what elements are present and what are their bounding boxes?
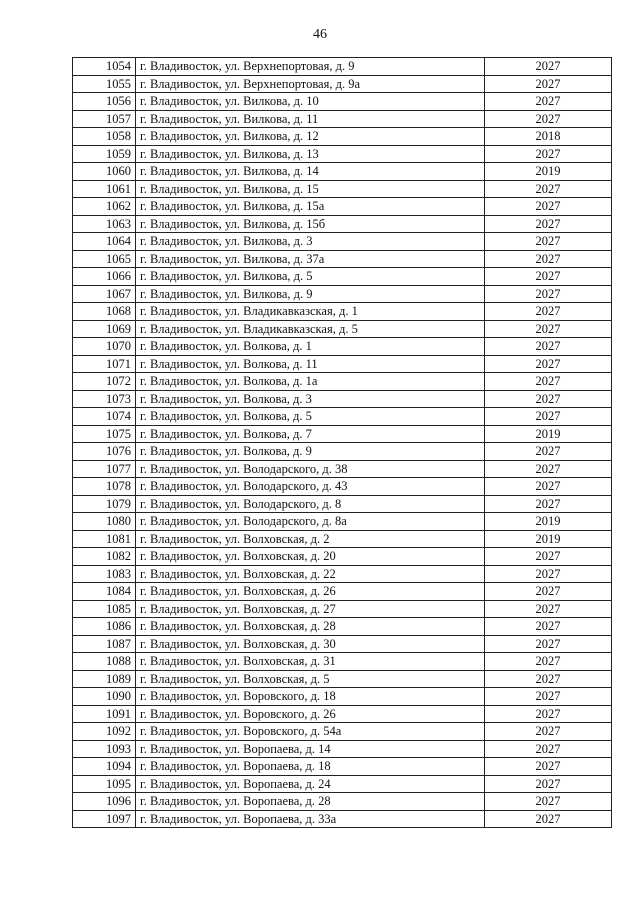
table-row <box>73 215 612 233</box>
year-cell: 2027 <box>485 723 612 741</box>
year-cell: 2027 <box>485 653 612 671</box>
address-cell: г. Владивосток, ул. Володарского, д. 8а <box>136 513 485 531</box>
row-number-cell: 1081 <box>73 530 136 548</box>
address-cell: г. Владивосток, ул. Владикавказская, д. 5 <box>136 320 485 338</box>
address-cell: г. Владивосток, ул. Воровского, д. 26 <box>136 705 485 723</box>
year-cell: 2027 <box>485 373 612 391</box>
address-cell: г. Владивосток, ул. Воровского, д. 18 <box>136 688 485 706</box>
address-cell: г. Владивосток, ул. Воровского, д. 54а <box>136 723 485 741</box>
address-cell: г. Владивосток, ул. Вилкова, д. 15б <box>136 215 485 233</box>
year-cell: 2027 <box>485 75 612 93</box>
address-cell: г. Владивосток, ул. Волховская, д. 27 <box>136 600 485 618</box>
address-cell: г. Владивосток, ул. Волховская, д. 2 <box>136 530 485 548</box>
row-number-cell: 1071 <box>73 355 136 373</box>
year-cell: 2027 <box>485 58 612 76</box>
table-row <box>73 705 612 723</box>
row-number-cell: 1063 <box>73 215 136 233</box>
address-cell: г. Владивосток, ул. Вилкова, д. 13 <box>136 145 485 163</box>
year-cell: 2027 <box>485 635 612 653</box>
address-cell: г. Владивосток, ул. Волховская, д. 30 <box>136 635 485 653</box>
address-cell: г. Владивосток, ул. Волкова, д. 5 <box>136 408 485 426</box>
row-number-cell: 1084 <box>73 583 136 601</box>
page-number: 46 <box>313 27 327 42</box>
address-cell: г. Владивосток, ул. Волкова, д. 1 <box>136 338 485 356</box>
table-row <box>73 443 612 461</box>
address-cell: г. Владивосток, ул. Волховская, д. 20 <box>136 548 485 566</box>
year-cell: 2027 <box>485 93 612 111</box>
table-row <box>73 198 612 216</box>
address-cell: г. Владивосток, ул. Волховская, д. 31 <box>136 653 485 671</box>
table-row <box>73 425 612 443</box>
year-cell: 2027 <box>485 338 612 356</box>
year-cell: 2027 <box>485 110 612 128</box>
table-row <box>73 460 612 478</box>
address-cell: г. Владивосток, ул. Вилкова, д. 10 <box>136 93 485 111</box>
address-cell: г. Владивосток, ул. Волкова, д. 9 <box>136 443 485 461</box>
table-row <box>73 688 612 706</box>
table-row <box>73 355 612 373</box>
table-row <box>73 320 612 338</box>
year-cell: 2027 <box>485 320 612 338</box>
row-number-cell: 1055 <box>73 75 136 93</box>
address-cell: г. Владивосток, ул. Воропаева, д. 18 <box>136 758 485 776</box>
row-number-cell: 1056 <box>73 93 136 111</box>
address-cell: г. Владивосток, ул. Вилкова, д. 11 <box>136 110 485 128</box>
row-number-cell: 1086 <box>73 618 136 636</box>
address-cell: г. Владивосток, ул. Воропаева, д. 14 <box>136 740 485 758</box>
table-row <box>73 110 612 128</box>
year-cell: 2019 <box>485 425 612 443</box>
year-cell: 2027 <box>485 565 612 583</box>
row-number-cell: 1080 <box>73 513 136 531</box>
row-number-cell: 1077 <box>73 460 136 478</box>
row-number-cell: 1089 <box>73 670 136 688</box>
row-number-cell: 1083 <box>73 565 136 583</box>
row-number-cell: 1067 <box>73 285 136 303</box>
row-number-cell: 1076 <box>73 443 136 461</box>
year-cell: 2027 <box>485 268 612 286</box>
row-number-cell: 1074 <box>73 408 136 426</box>
table-row <box>73 810 612 828</box>
year-cell: 2027 <box>485 180 612 198</box>
table-row <box>73 670 612 688</box>
row-number-cell: 1078 <box>73 478 136 496</box>
year-cell: 2019 <box>485 530 612 548</box>
year-cell: 2027 <box>485 478 612 496</box>
address-cell: г. Владивосток, ул. Волховская, д. 26 <box>136 583 485 601</box>
table-row <box>73 390 612 408</box>
address-table <box>72 57 612 828</box>
year-cell: 2027 <box>485 250 612 268</box>
table-row <box>73 653 612 671</box>
row-number-cell: 1087 <box>73 635 136 653</box>
year-cell: 2027 <box>485 145 612 163</box>
row-number-cell: 1066 <box>73 268 136 286</box>
address-cell: г. Владивосток, ул. Волкова, д. 7 <box>136 425 485 443</box>
address-cell: г. Владивосток, ул. Вилкова, д. 5 <box>136 268 485 286</box>
year-cell: 2027 <box>485 688 612 706</box>
address-cell: г. Владивосток, ул. Волкова, д. 1а <box>136 373 485 391</box>
row-number-cell: 1090 <box>73 688 136 706</box>
address-cell: г. Владивосток, ул. Вилкова, д. 3 <box>136 233 485 251</box>
year-cell: 2027 <box>485 600 612 618</box>
table-row <box>73 338 612 356</box>
year-cell: 2027 <box>485 740 612 758</box>
row-number-cell: 1079 <box>73 495 136 513</box>
row-number-cell: 1096 <box>73 793 136 811</box>
row-number-cell: 1059 <box>73 145 136 163</box>
address-cell: г. Владивосток, ул. Вилкова, д. 37а <box>136 250 485 268</box>
table-row <box>73 128 612 146</box>
address-cell: г. Владивосток, ул. Вилкова, д. 15а <box>136 198 485 216</box>
row-number-cell: 1065 <box>73 250 136 268</box>
row-number-cell: 1094 <box>73 758 136 776</box>
row-number-cell: 1088 <box>73 653 136 671</box>
year-cell: 2027 <box>485 670 612 688</box>
year-cell: 2019 <box>485 513 612 531</box>
year-cell: 2027 <box>485 793 612 811</box>
row-number-cell: 1064 <box>73 233 136 251</box>
row-number-cell: 1062 <box>73 198 136 216</box>
row-number-cell: 1061 <box>73 180 136 198</box>
table-row <box>73 530 612 548</box>
table-body <box>73 58 612 828</box>
year-cell: 2027 <box>485 583 612 601</box>
row-number-cell: 1072 <box>73 373 136 391</box>
row-number-cell: 1070 <box>73 338 136 356</box>
table-row <box>73 163 612 181</box>
address-cell: г. Владивосток, ул. Волховская, д. 22 <box>136 565 485 583</box>
address-cell: г. Владивосток, ул. Воропаева, д. 28 <box>136 793 485 811</box>
table-row <box>73 793 612 811</box>
address-cell: г. Владивосток, ул. Володарского, д. 43 <box>136 478 485 496</box>
row-number-cell: 1073 <box>73 390 136 408</box>
address-cell: г. Владивосток, ул. Вилкова, д. 9 <box>136 285 485 303</box>
row-number-cell: 1093 <box>73 740 136 758</box>
table-row <box>73 600 612 618</box>
row-number-cell: 1069 <box>73 320 136 338</box>
year-cell: 2027 <box>485 810 612 828</box>
year-cell: 2027 <box>485 618 612 636</box>
table-row <box>73 250 612 268</box>
table-row <box>73 145 612 163</box>
table-row <box>73 583 612 601</box>
row-number-cell: 1075 <box>73 425 136 443</box>
table-row <box>73 233 612 251</box>
row-number-cell: 1057 <box>73 110 136 128</box>
year-cell: 2027 <box>485 303 612 321</box>
year-cell: 2027 <box>485 408 612 426</box>
table-row <box>73 775 612 793</box>
address-cell: г. Владивосток, ул. Володарского, д. 8 <box>136 495 485 513</box>
year-cell: 2018 <box>485 128 612 146</box>
year-cell: 2027 <box>485 705 612 723</box>
table-row <box>73 478 612 496</box>
year-cell: 2027 <box>485 443 612 461</box>
table-row <box>73 565 612 583</box>
table-row <box>73 548 612 566</box>
row-number-cell: 1054 <box>73 58 136 76</box>
address-cell: г. Владивосток, ул. Вилкова, д. 14 <box>136 163 485 181</box>
row-number-cell: 1060 <box>73 163 136 181</box>
table-row <box>73 93 612 111</box>
row-number-cell: 1091 <box>73 705 136 723</box>
address-cell: г. Владивосток, ул. Воропаева, д. 33а <box>136 810 485 828</box>
row-number-cell: 1097 <box>73 810 136 828</box>
year-cell: 2027 <box>485 233 612 251</box>
row-number-cell: 1085 <box>73 600 136 618</box>
address-cell: г. Владивосток, ул. Волкова, д. 3 <box>136 390 485 408</box>
address-cell: г. Владивосток, ул. Волховская, д. 28 <box>136 618 485 636</box>
year-cell: 2027 <box>485 460 612 478</box>
address-cell: г. Владивосток, ул. Вилкова, д. 12 <box>136 128 485 146</box>
table-row <box>73 180 612 198</box>
year-cell: 2027 <box>485 775 612 793</box>
table-row <box>73 268 612 286</box>
address-cell: г. Владивосток, ул. Владикавказская, д. 1 <box>136 303 485 321</box>
table-row <box>73 618 612 636</box>
table-row <box>73 303 612 321</box>
table-row <box>73 285 612 303</box>
row-number-cell: 1095 <box>73 775 136 793</box>
year-cell: 2027 <box>485 215 612 233</box>
address-cell: г. Владивосток, ул. Волховская, д. 5 <box>136 670 485 688</box>
address-cell: г. Владивосток, ул. Володарского, д. 38 <box>136 460 485 478</box>
table-row <box>73 373 612 391</box>
address-cell: г. Владивосток, ул. Волкова, д. 11 <box>136 355 485 373</box>
year-cell: 2027 <box>485 390 612 408</box>
table-row <box>73 723 612 741</box>
year-cell: 2019 <box>485 163 612 181</box>
table-row <box>73 513 612 531</box>
table-row <box>73 758 612 776</box>
table-row <box>73 635 612 653</box>
year-cell: 2027 <box>485 355 612 373</box>
table-row <box>73 495 612 513</box>
table-row <box>73 408 612 426</box>
address-cell: г. Владивосток, ул. Верхнепортовая, д. 9а <box>136 75 485 93</box>
year-cell: 2027 <box>485 758 612 776</box>
row-number-cell: 1058 <box>73 128 136 146</box>
address-cell: г. Владивосток, ул. Вилкова, д. 15 <box>136 180 485 198</box>
table-row <box>73 58 612 76</box>
year-cell: 2027 <box>485 495 612 513</box>
address-cell: г. Владивосток, ул. Верхнепортовая, д. 9 <box>136 58 485 76</box>
year-cell: 2027 <box>485 198 612 216</box>
row-number-cell: 1082 <box>73 548 136 566</box>
address-cell: г. Владивосток, ул. Воропаева, д. 24 <box>136 775 485 793</box>
year-cell: 2027 <box>485 548 612 566</box>
table-row <box>73 75 612 93</box>
row-number-cell: 1092 <box>73 723 136 741</box>
table-row <box>73 740 612 758</box>
row-number-cell: 1068 <box>73 303 136 321</box>
year-cell: 2027 <box>485 285 612 303</box>
